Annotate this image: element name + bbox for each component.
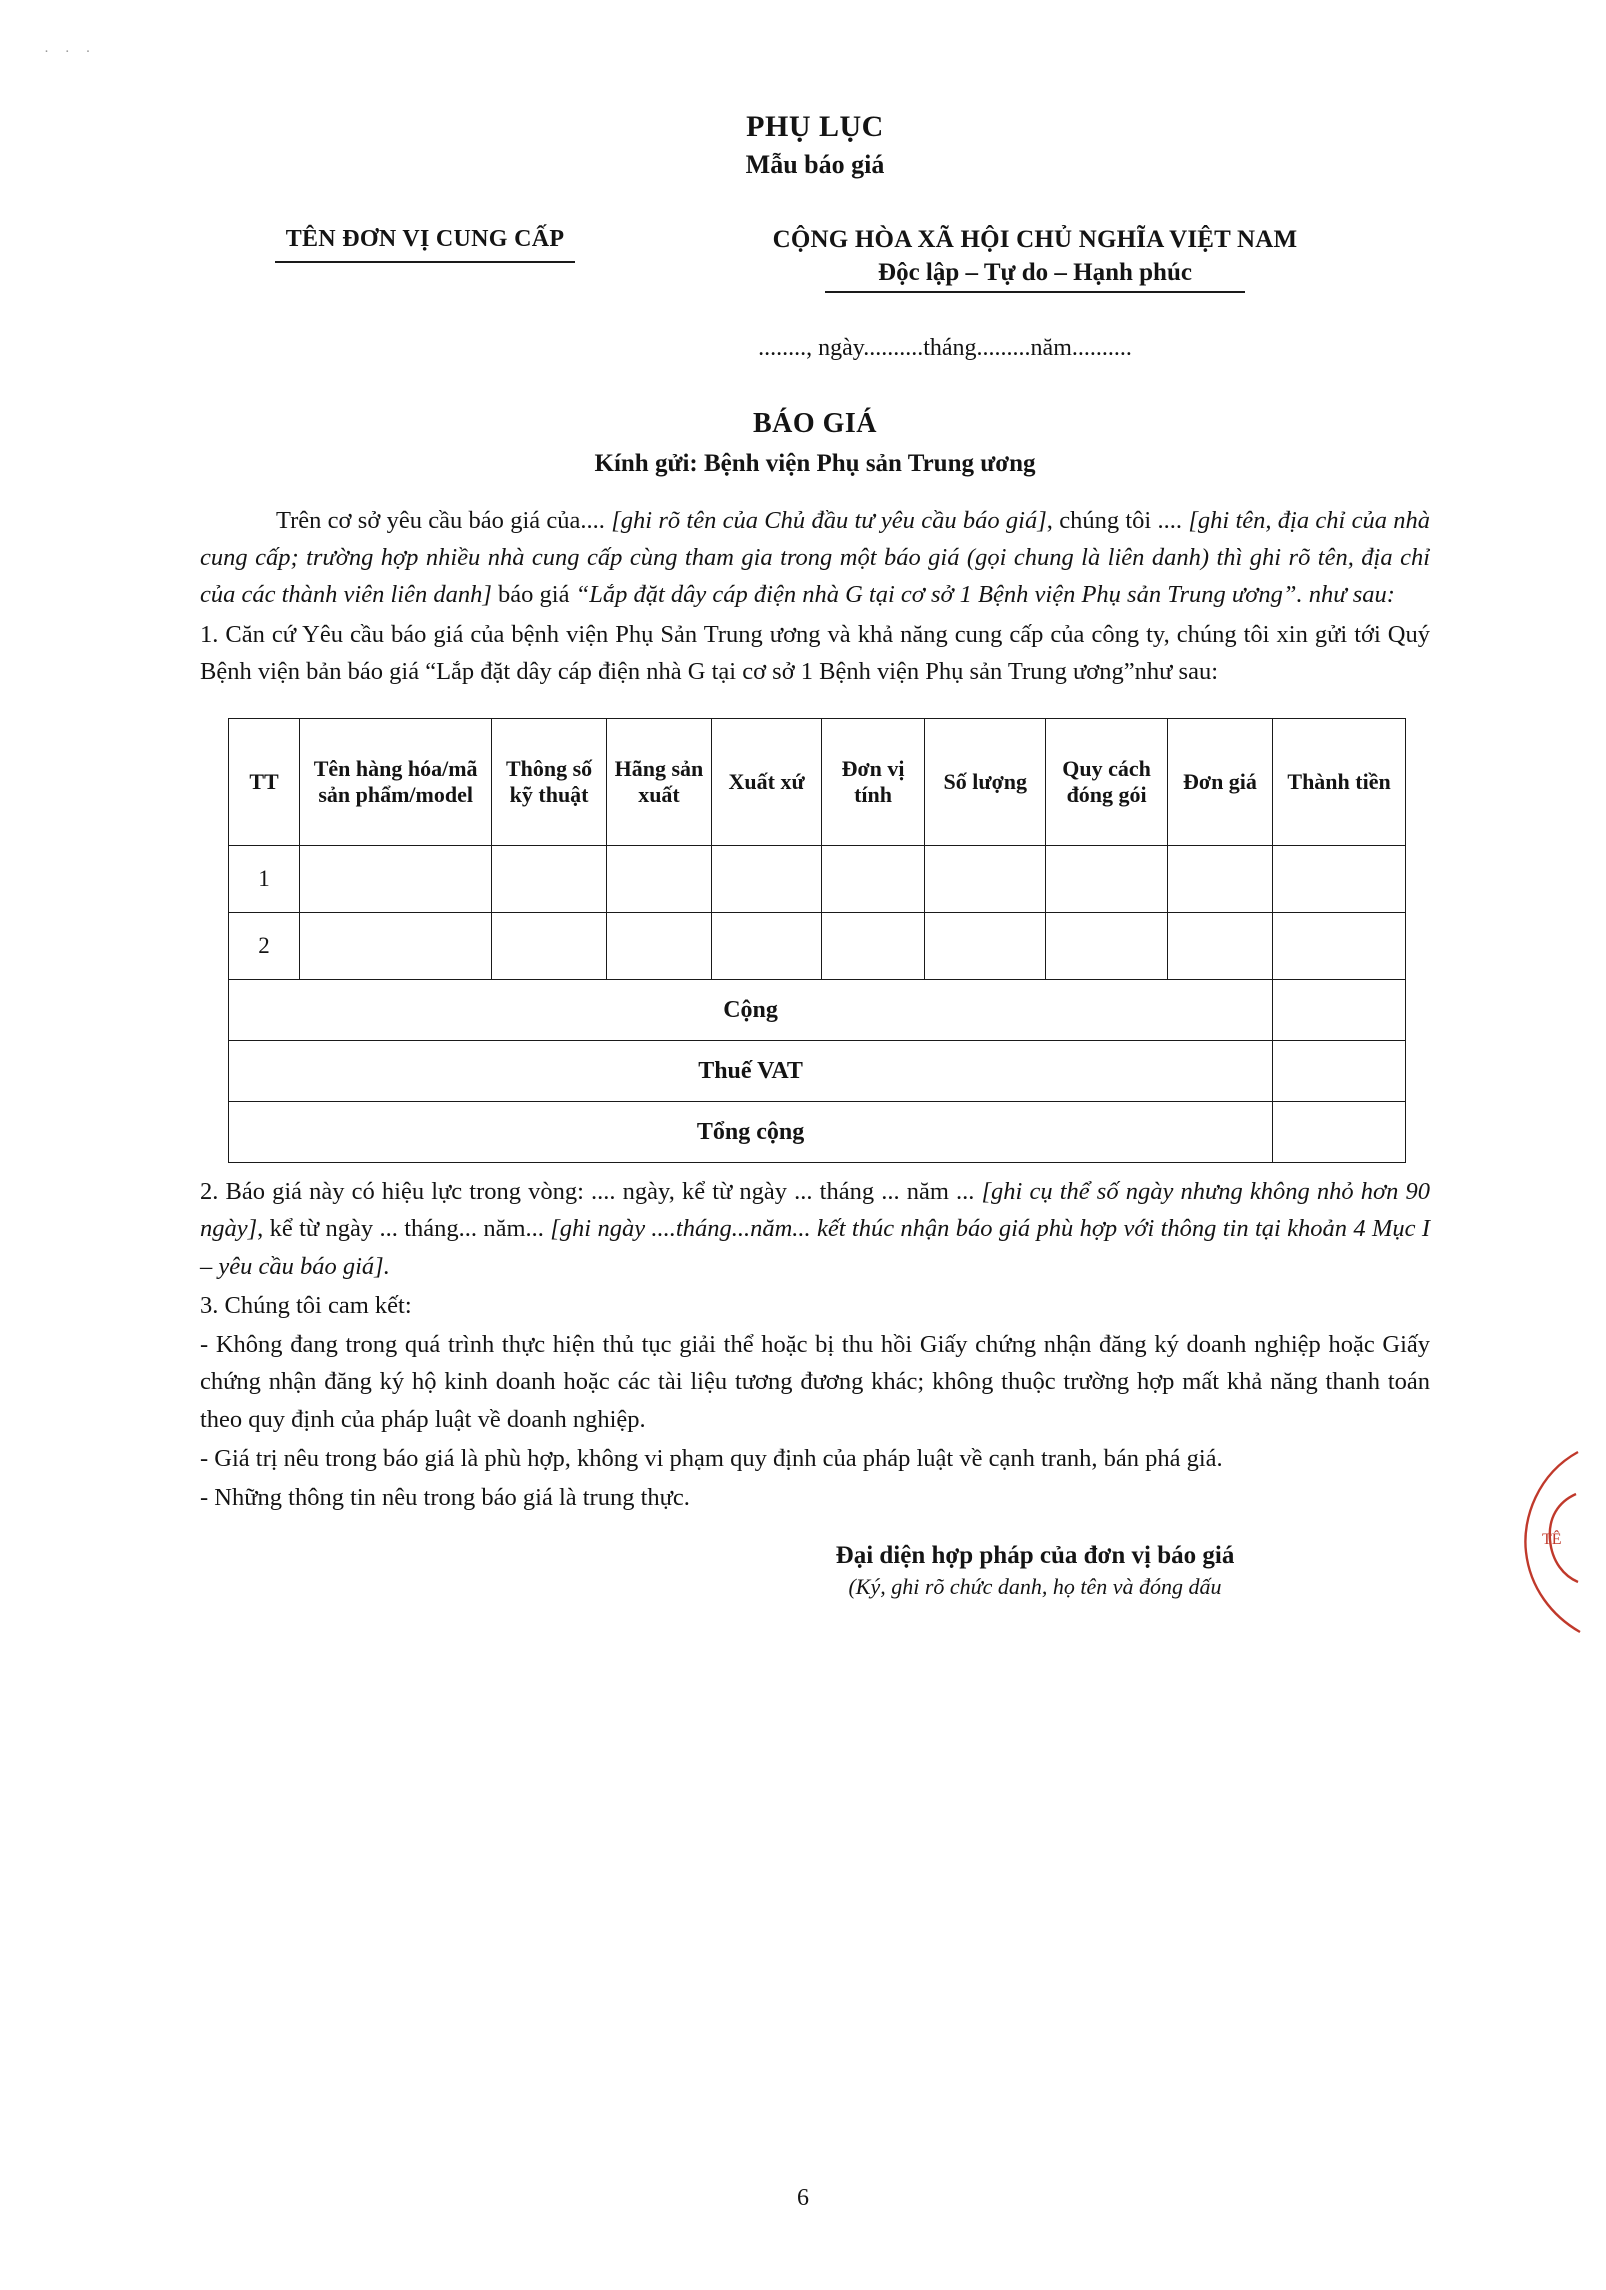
- supplier-underline: [275, 261, 575, 263]
- page-number: 6: [797, 2185, 809, 2211]
- validity-italic-1: [ghi cụ thể số ngày nhưng không nhỏ hơn 90 ngày]: [200, 1178, 1430, 1243]
- national-heading-line2: Độc lập – Tự do – Hạnh phúc: [878, 259, 1192, 286]
- summary-row-vat: [229, 1041, 1406, 1102]
- cell-packaging[interactable]: [1046, 846, 1167, 913]
- validity-italic-2: [ghi ngày ....tháng...năm... kết thúc nhận báo giá phù hợp với thông tin tại khoản 4 Mục I – yêu cầu báo giá].: [200, 1215, 1430, 1280]
- cell-product-name[interactable]: [299, 913, 491, 980]
- cell-amount[interactable]: [1273, 913, 1406, 980]
- summary-value-cong[interactable]: [1273, 980, 1406, 1041]
- dateline: ........, ngày..........tháng.........năm..........: [758, 335, 1132, 361]
- page-subtitle: Mẫu báo giá: [745, 150, 885, 179]
- cell-quantity[interactable]: [925, 846, 1046, 913]
- row-index: 2: [229, 913, 300, 980]
- summary-label-vat: Thuế VAT: [229, 1041, 1273, 1102]
- col-specs: Thông số kỹ thuật: [492, 719, 606, 846]
- table-header-row: [229, 719, 1406, 846]
- cell-amount[interactable]: [1273, 846, 1406, 913]
- summary-row-total: [229, 980, 1406, 1041]
- validity-text-1: 2. Báo giá này có hiệu lực trong vòng: .... ngày, kể từ ngày ... tháng ... năm ...: [200, 1178, 982, 1206]
- cell-origin[interactable]: [712, 913, 822, 980]
- page-title: PHỤ LỤC: [746, 110, 884, 143]
- col-packaging: Quy cách đóng gói: [1046, 719, 1167, 846]
- letterhead: [200, 226, 1430, 293]
- col-origin: Xuất xứ: [712, 719, 822, 846]
- scan-artifact-marks: · · ·: [44, 44, 97, 60]
- quote-recipient: Kính gửi: Bệnh viện Phụ sản Trung ương: [594, 450, 1036, 477]
- signature-note: (Ký, ghi rõ chức danh, họ tên và đóng dấu: [848, 1574, 1222, 1600]
- validity-paragraph: [200, 1173, 1430, 1285]
- cell-specs[interactable]: [492, 913, 606, 980]
- commitment-item-1: - Không đang trong quá trình thực hiện thủ tục giải thể hoặc bị thu hồi Giấy chứng nhận đăng ký doanh nghiệp hoặc Giấy chứng nhận đăng ký hộ kinh doanh hoặc các tài liệu tương đương khác; không thuộc trường hợp mất khả năng thanh toán theo quy định của pháp luật về doanh nghiệp.: [200, 1331, 1430, 1433]
- intro-italic-3: “Lắp đặt dây cáp điện nhà G tại cơ sở 1 Bệnh viện Phụ sản Trung ương”. như sau:: [575, 581, 1395, 609]
- table-row: [229, 913, 1406, 980]
- cell-quantity[interactable]: [925, 913, 1046, 980]
- cell-product-name[interactable]: [299, 846, 491, 913]
- cell-unit-price[interactable]: [1167, 913, 1272, 980]
- cell-manufacturer[interactable]: [606, 846, 711, 913]
- col-product-name: Tên hàng hóa/mã sản phẩm/model: [299, 719, 491, 846]
- summary-label-grand-total: Tổng cộng: [229, 1102, 1273, 1163]
- col-manufacturer: Hãng sản xuất: [606, 719, 711, 846]
- cell-unit[interactable]: [822, 913, 925, 980]
- cell-origin[interactable]: [712, 846, 822, 913]
- signature-title: Đại diện hợp pháp của đơn vị báo giá: [835, 1542, 1235, 1570]
- cell-manufacturer[interactable]: [606, 913, 711, 980]
- commitments-heading: 3. Chúng tôi cam kết:: [200, 1291, 412, 1319]
- commitment-item-3: - Những thông tin nêu trong báo giá là trung thực.: [200, 1484, 690, 1512]
- quote-item-1: 1. Căn cứ Yêu cầu báo giá của bệnh viện Phụ Sản Trung ương và khả năng cung cấp của công ty, chúng tôi xin gửi tới Quý Bệnh viện bản báo giá “Lắp đặt dây cáp điện nhà G tại cơ sở 1 Bệnh viện Phụ sản Trung ương”như sau:: [200, 620, 1430, 685]
- cell-unit[interactable]: [822, 846, 925, 913]
- intro-italic-2: [ghi tên, địa chỉ của nhà cung cấp; trường hợp nhiều nhà cung cấp cùng tham gia trong một báo giá (gọi chung là liên danh) thì ghi rõ tên, địa chỉ của các thành viên liên danh]: [200, 507, 1431, 609]
- summary-value-grand-total[interactable]: [1273, 1102, 1406, 1163]
- col-amount: Thành tiền: [1273, 719, 1406, 846]
- cell-unit-price[interactable]: [1167, 846, 1272, 913]
- national-heading-underline: [825, 291, 1245, 293]
- signature-block: [200, 1542, 1430, 1600]
- intro-italic-1: [ghi rõ tên của Chủ đầu tư yêu cầu báo giá]: [611, 507, 1047, 534]
- quote-heading: BÁO GIÁ: [752, 408, 878, 439]
- svg-text:TÊ: TÊ: [1542, 1531, 1562, 1548]
- validity-text-2: , kể từ ngày ... tháng... năm...: [257, 1215, 551, 1243]
- row-index: 1: [229, 846, 300, 913]
- national-heading-line1: CỘNG HÒA XÃ HỘI CHỦ NGHĨA VIỆT NAM: [772, 226, 1298, 253]
- summary-row-grand-total: [229, 1102, 1406, 1163]
- table-row: [229, 846, 1406, 913]
- col-quantity: Số lượng: [925, 719, 1046, 846]
- commitment-item-2: - Giá trị nêu trong báo giá là phù hợp, không vi phạm quy định của pháp luật về cạnh tranh, bán phá giá.: [200, 1444, 1223, 1472]
- document-content: [200, 110, 1430, 1600]
- intro-text-3: báo giá: [491, 581, 576, 609]
- intro-text-2: , chúng tôi ....: [1046, 507, 1183, 534]
- red-stamp-mark: [1518, 1448, 1588, 1638]
- col-unit-price: Đơn giá: [1167, 719, 1272, 846]
- summary-label-cong: Cộng: [229, 980, 1273, 1041]
- cell-specs[interactable]: [492, 846, 606, 913]
- supplier-block: [200, 226, 640, 263]
- summary-value-vat[interactable]: [1273, 1041, 1406, 1102]
- col-unit: Đơn vị tính: [822, 719, 925, 846]
- cell-packaging[interactable]: [1046, 913, 1167, 980]
- national-heading-block: [640, 226, 1430, 293]
- col-tt: TT: [229, 719, 300, 846]
- supplier-label: TÊN ĐƠN VỊ CUNG CẤP: [285, 226, 565, 252]
- quote-table: [228, 718, 1406, 1163]
- intro-text-1: Trên cơ sở yêu cầu báo giá của....: [276, 507, 605, 534]
- quote-intro-paragraph: [200, 502, 1430, 614]
